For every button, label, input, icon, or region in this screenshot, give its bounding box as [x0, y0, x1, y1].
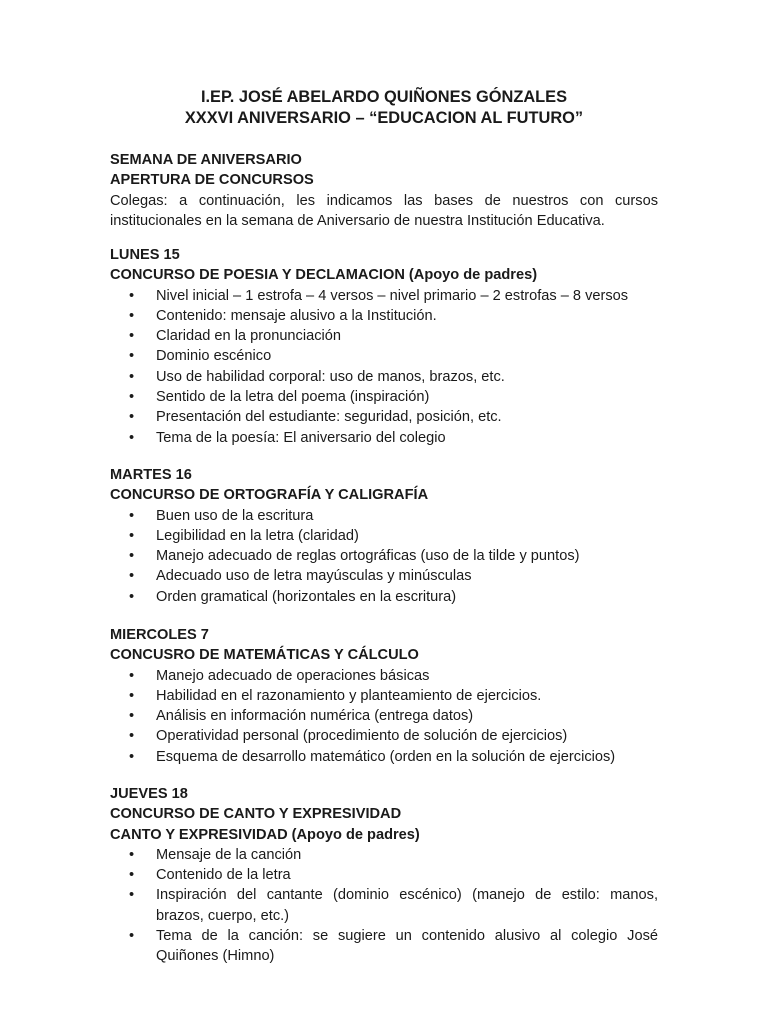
intro-paragraph: Colegas: a continuación, les indicamos las bases de nuestros con cursos institucionales en la semana de Aniversario de nuestra Institución Educativa.	[110, 192, 658, 229]
list-item	[110, 346, 658, 366]
list-item-text: Mensaje de la canción	[156, 846, 302, 863]
bullet-icon: •	[129, 348, 135, 365]
list-item-text: Orden gramatical (horizontales en la escritura)	[156, 588, 457, 605]
opening-heading: APERTURA DE CONCURSOS	[110, 172, 314, 189]
contest-heading: CONCUSRO DE MATEMÁTICAS Y CÁLCULO	[110, 647, 419, 664]
bullet-icon: •	[129, 568, 135, 585]
bullet-icon: •	[129, 867, 135, 884]
criteria-list	[110, 666, 658, 767]
bullet-icon: •	[129, 287, 135, 304]
day-heading: JUEVES 18	[110, 786, 188, 802]
contest-heading: CONCURSO DE POESIA Y DECLAMACION (Apoyo de padres)	[110, 267, 538, 284]
list-item	[110, 587, 658, 607]
list-item	[110, 566, 658, 586]
bullet-icon: •	[129, 667, 135, 684]
bullet-icon: •	[129, 887, 135, 904]
contest-heading: CONCURSO DE ORTOGRAFÍA Y CALIGRAFÍA	[110, 487, 429, 504]
day-section-tuesday	[110, 465, 658, 607]
list-item	[110, 747, 658, 767]
anniversary-title: XXXVI ANIVERSARIO – “EDUCACION AL FUTURO”	[184, 109, 584, 127]
list-item	[110, 726, 658, 746]
list-item	[110, 367, 658, 387]
list-item-text: Contenido de la letra	[156, 867, 291, 884]
list-item-text: Manejo adecuado de operaciones básicas	[156, 667, 430, 684]
list-item	[110, 506, 658, 526]
bullet-icon: •	[129, 728, 135, 745]
list-item	[110, 387, 658, 407]
bullet-icon: •	[129, 389, 135, 406]
bullet-icon: •	[129, 368, 135, 385]
list-item	[110, 428, 658, 448]
list-item-text: Dominio escénico	[156, 348, 272, 365]
list-item-text: Tema de la canción: se sugiere un contenido alusivo al colegio José Quiñones (Himno)	[156, 928, 658, 965]
list-item-text: Presentación del estudiante: seguridad, posición, etc.	[156, 409, 502, 426]
list-item-text: Legibilidad en la letra (claridad)	[156, 527, 359, 544]
bullet-icon: •	[129, 527, 135, 544]
intro-section	[110, 150, 658, 231]
list-item	[110, 407, 658, 427]
list-item-text: Manejo adecuado de reglas ortográficas (uso de la tilde y puntos)	[156, 548, 580, 565]
school-name-title: I.EP. JOSÉ ABELARDO QUIÑONES GÓNZALES	[200, 88, 568, 106]
list-item-text: Uso de habilidad corporal: uso de manos, brazos, etc.	[156, 368, 505, 385]
day-section-thursday	[110, 784, 658, 967]
bullet-icon: •	[129, 846, 135, 863]
bullet-icon: •	[129, 409, 135, 426]
day-heading: LUNES 15	[110, 247, 180, 263]
list-item	[110, 845, 658, 865]
list-item-text: Adecuado uso de letra mayúsculas y minúsculas	[156, 568, 472, 585]
criteria-list	[110, 845, 658, 967]
list-item-text: Sentido de la letra del poema (inspiración)	[156, 389, 430, 406]
list-item-text: Análisis en información numérica (entrega datos)	[156, 708, 474, 725]
week-heading: SEMANA DE ANIVERSARIO	[110, 152, 302, 168]
list-item	[110, 546, 658, 566]
bullet-icon: •	[129, 928, 135, 945]
bullet-icon: •	[129, 507, 135, 524]
list-item-text: Inspiración del cantante (dominio escénico) (manejo de estilo: manos, brazos, cuerpo, etc.)	[156, 887, 658, 924]
bullet-icon: •	[129, 748, 135, 765]
list-item-text: Esquema de desarrollo matemático (orden en la solución de ejercicios)	[156, 748, 616, 765]
list-item	[110, 286, 658, 306]
bullet-icon: •	[129, 429, 135, 446]
list-item-text: Operatividad personal (procedimiento de solución de ejercicios)	[156, 728, 568, 745]
contest-heading: CONCURSO DE CANTO Y EXPRESIVIDAD	[110, 806, 402, 823]
list-item-text: Tema de la poesía: El aniversario del colegio	[156, 429, 446, 446]
day-heading: MIERCOLES 7	[110, 627, 209, 643]
list-item	[110, 706, 658, 726]
day-section-monday	[110, 245, 658, 448]
bullet-icon: •	[129, 588, 135, 605]
list-item	[110, 926, 658, 967]
contest-subheading: CANTO Y EXPRESIVIDAD (Apoyo de padres)	[110, 826, 420, 843]
list-item	[110, 865, 658, 885]
criteria-list	[110, 286, 658, 448]
list-item-text: Habilidad en el razonamiento y planteamiento de ejercicios.	[156, 687, 542, 704]
bullet-icon: •	[129, 548, 135, 565]
list-item-text: Nivel inicial – 1 estrofa – 4 versos – nivel primario – 2 estrofas – 8 versos	[156, 287, 629, 304]
day-section-wednesday	[110, 625, 658, 767]
bullet-icon: •	[129, 307, 135, 324]
list-item	[110, 526, 658, 546]
criteria-list	[110, 506, 658, 607]
bullet-icon: •	[129, 708, 135, 725]
list-item-text: Claridad en la pronunciación	[156, 328, 341, 345]
bullet-icon: •	[129, 328, 135, 345]
list-item	[110, 885, 658, 926]
list-item-text: Buen uso de la escritura	[156, 507, 314, 524]
list-item	[110, 666, 658, 686]
list-item	[110, 306, 658, 326]
list-item-text: Contenido: mensaje alusivo a la Institución.	[156, 307, 437, 324]
day-heading: MARTES 16	[110, 467, 192, 483]
bullet-icon: •	[129, 687, 135, 704]
list-item	[110, 686, 658, 706]
list-item	[110, 326, 658, 346]
